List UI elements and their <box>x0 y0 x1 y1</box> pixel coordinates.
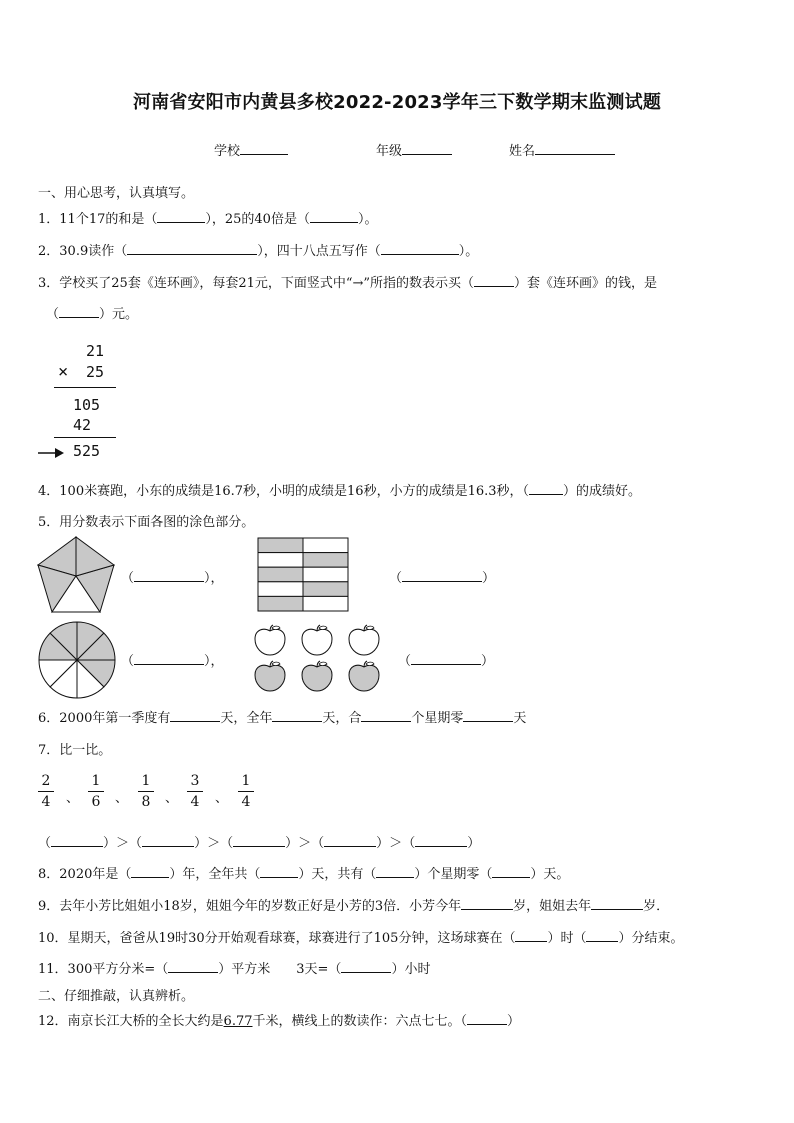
question-4 <box>38 480 641 499</box>
fraction-5: 1 4 <box>238 773 254 810</box>
q11-blank-1[interactable] <box>168 960 218 973</box>
q1-text-b: ），25的40倍是（ <box>205 212 310 227</box>
greater-than: ＞ <box>207 836 221 851</box>
q3-text-b: ）套《连环画》的钱，是 <box>514 276 658 291</box>
fraction-2: 1 6 <box>88 773 104 810</box>
school-field <box>214 140 288 159</box>
separator: 、 <box>115 791 129 806</box>
calc-line-2 <box>54 437 116 438</box>
calc-line-1 <box>54 387 116 388</box>
q5-answer-2 <box>389 567 495 586</box>
q8-blank-4[interactable] <box>492 865 530 878</box>
question-8: 8．2020年是（ ）年，全年共（ ）天，共有（ ）个星期零（ ）天。 <box>38 867 570 882</box>
q7-blank-2[interactable] <box>142 834 194 847</box>
q5-open-4: （ <box>398 654 412 669</box>
question-6 <box>38 707 526 726</box>
name-field <box>509 140 615 159</box>
fraction-1: 2 4 <box>38 773 54 810</box>
q1-blank-2[interactable] <box>310 210 358 223</box>
q3-blank-1[interactable] <box>474 274 514 287</box>
q4-text-a: 4．100米赛跑，小东的成绩是16.7秒，小明的成绩是16秒，小方的成绩是16.3秒，（ <box>38 484 530 499</box>
q1-text-c: ）。 <box>357 212 378 227</box>
q5-blank-3[interactable] <box>134 652 204 665</box>
calc-times-sign: × <box>58 362 69 382</box>
q5-open-1: （ <box>121 571 135 586</box>
q5-open-2: （ <box>389 571 403 586</box>
apple-icon <box>302 661 332 691</box>
q6-blank-4[interactable] <box>463 709 513 722</box>
q6-text-b: 天，全年 <box>220 711 273 726</box>
grid-figure <box>257 537 349 612</box>
q6-text-e: 天 <box>513 711 527 726</box>
q2-text-c: ）。 <box>458 244 479 259</box>
q5-answer-1 <box>121 567 224 586</box>
question-3 <box>38 272 657 291</box>
question-5: 5．用分数表示下面各图的涂色部分。 <box>38 515 255 530</box>
fraction-3: 1 8 <box>138 773 154 810</box>
apple-icon <box>255 661 285 691</box>
q7-blank-4[interactable] <box>324 834 376 847</box>
grade-label: 年级 <box>376 144 403 159</box>
q4-blank[interactable] <box>529 482 563 495</box>
greater-than: ＞ <box>298 836 312 851</box>
greater-than: ＞ <box>116 836 130 851</box>
q6-text-a: 6．2000年第一季度有 <box>38 711 171 726</box>
q7-blank-5[interactable] <box>415 834 467 847</box>
q10-blank-1[interactable] <box>515 929 547 942</box>
q3-text-c: （ <box>46 307 60 322</box>
question-3-cont <box>46 303 138 322</box>
separator: 、 <box>215 791 229 806</box>
grade-field <box>376 140 452 159</box>
section-1-heading: 一、用心思考，认真填写。 <box>38 186 195 201</box>
q6-text-d: 个星期零 <box>411 711 464 726</box>
school-blank[interactable] <box>240 142 288 155</box>
q6-blank-1[interactable] <box>170 709 220 722</box>
greater-than: ＞ <box>389 836 403 851</box>
question-2 <box>38 240 478 259</box>
q8-blank-3[interactable] <box>376 865 414 878</box>
q1-text-a: 1．11个17的和是（ <box>38 212 158 227</box>
q12-blank[interactable] <box>467 1012 507 1025</box>
q2-text-a: 2．30.9读作（ <box>38 244 128 259</box>
calc-multiplier: 25 <box>86 363 105 381</box>
q2-text-b: ），四十八点五写作（ <box>257 244 381 259</box>
question-7: 7．比一比。 <box>38 743 112 758</box>
question-1 <box>38 208 377 227</box>
q9-blank-1[interactable] <box>461 897 513 910</box>
q5-answer-4 <box>398 650 494 669</box>
q5-close-4: ） <box>481 654 495 669</box>
q5-blank-1[interactable] <box>134 569 204 582</box>
q2-blank-2[interactable] <box>381 242 459 255</box>
q3-text-a: 3．学校买了25套《连环画》，每套21元，下面竖式中“→”所指的数表示买（ <box>38 276 475 291</box>
q5-answer-3 <box>121 650 224 669</box>
q7-compare-row: （ ）＞（ ）＞（ ）＞（ ）＞（ ） <box>38 836 481 851</box>
q5-blank-4[interactable] <box>411 652 481 665</box>
arrow-right-icon <box>36 446 66 460</box>
q6-blank-3[interactable] <box>361 709 411 722</box>
q8-blank-2[interactable] <box>260 865 298 878</box>
name-label: 姓名 <box>509 144 536 159</box>
q9-blank-2[interactable] <box>591 897 643 910</box>
apple-icon <box>349 661 379 691</box>
calc-partial-1: 105 <box>73 396 101 414</box>
question-9: 9．去年小芳比姐姐小18岁，姐姐今年的岁数正好是小芳的3倍．小芳今年 岁，姐姐去年 岁． <box>38 899 670 914</box>
page-title: 河南省安阳市内黄县多校2022-2023学年三下数学期末监测试题 <box>132 92 662 113</box>
question-11: 11．300平方分米=（ ）平方米 3天=（ ）小时 <box>38 962 431 977</box>
q5-close-3: ）， <box>204 654 224 669</box>
apple-icon <box>349 625 379 655</box>
question-10: 10．星期天，爸爸从19时30分开始观看球赛，球赛进行了105分钟，这场球赛在（ ）时（ ）分结束。 <box>38 931 684 946</box>
section-2-heading: 二、仔细推敲，认真辨析。 <box>38 989 195 1004</box>
question-12: 12．南京长江大桥的全长大约是6.77千米，横线上的数读作：六点七七。（ ） <box>38 1014 521 1029</box>
q1-blank-1[interactable] <box>157 210 205 223</box>
q5-close-2: ） <box>482 571 496 586</box>
q12-underlined-number: 6.77 <box>223 1014 253 1029</box>
q4-text-b: ）的成绩好。 <box>563 484 642 499</box>
q5-close-1: ）， <box>204 571 224 586</box>
q6-blank-2[interactable] <box>272 709 322 722</box>
q3-text-d: ）元。 <box>99 307 139 322</box>
q3-blank-2[interactable] <box>59 305 99 318</box>
grade-blank[interactable] <box>402 142 452 155</box>
q7-blank-1[interactable] <box>51 834 103 847</box>
separator: 、 <box>165 791 179 806</box>
q7-blank-3[interactable] <box>233 834 285 847</box>
calc-result: 525 <box>73 442 101 460</box>
q8-blank-1[interactable] <box>131 865 169 878</box>
school-label: 学校 <box>214 144 241 159</box>
q2-blank-1[interactable] <box>127 242 257 255</box>
calc-multiplicand: 21 <box>86 342 105 360</box>
separator: 、 <box>66 791 80 806</box>
q5-blank-2[interactable] <box>402 569 482 582</box>
name-blank[interactable] <box>535 142 615 155</box>
q11-blank-2[interactable] <box>341 960 391 973</box>
apples-figure <box>253 624 389 696</box>
q10-blank-2[interactable] <box>586 929 618 942</box>
circle-figure <box>37 620 117 700</box>
apple-icon <box>302 625 332 655</box>
apple-icon <box>255 625 285 655</box>
q5-open-3: （ <box>121 654 135 669</box>
fraction-4: 3 4 <box>187 773 203 810</box>
q6-text-c: 天，合 <box>322 711 362 726</box>
pentagon-figure <box>36 536 116 614</box>
calc-partial-2: 42 <box>73 416 92 434</box>
